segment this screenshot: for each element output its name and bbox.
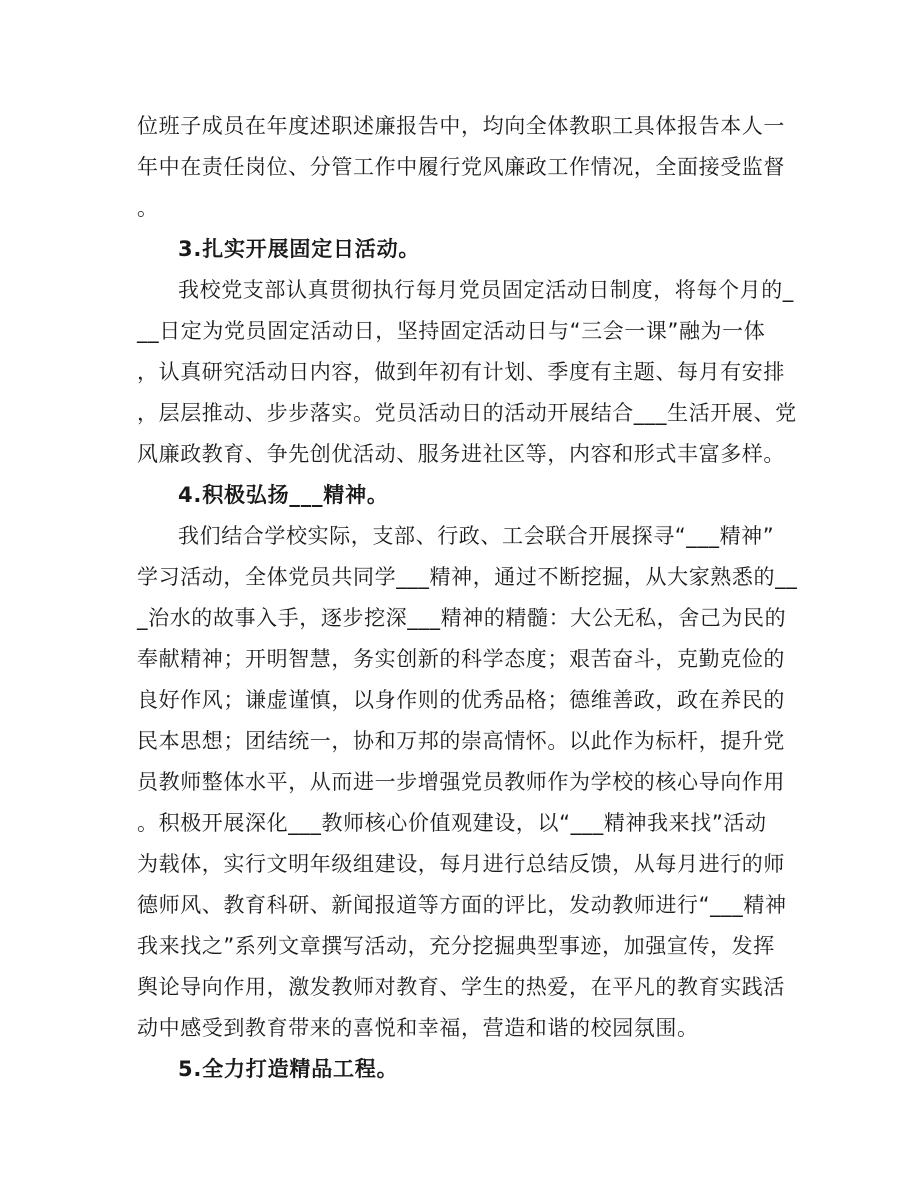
paragraph-first-line: 我校党支部认真贯彻执行每月党员固定活动日制度，将每个月的_ [178, 278, 794, 302]
section-heading-5: 5.全力打造精品工程。 [178, 1057, 399, 1081]
body-text-line: 员教师整体水平，从而进一步增强党员教师作为学校的核心导向作用 [137, 770, 785, 794]
body-text-line: 。积极开展深化___教师核心价值观建设，以“___精神我来找”活动 [137, 811, 767, 835]
body-text-line: 舆论导向作用，激发教师对教育、学生的热爱，在平凡的教育实践活 [137, 975, 785, 999]
body-text-line: 良好作风；谦虚谨慎，以身作则的优秀品格；德维善政，政在养民的 [137, 688, 785, 712]
body-text-line: 我来找之”系列文章撰写活动，充分挖掘典型事迹，加强宣传，发挥 [137, 934, 775, 958]
body-text-line: ，认真研究活动日内容，做到年初有计划、季度有主题、每月有安排 [137, 360, 785, 384]
body-text-line: ，层层推动、步步落实。党员活动日的活动开展结合___生活开展、党 [137, 401, 797, 425]
body-text-line: 动中感受到教育带来的喜悦和幸福，营造和谐的校园氛围。 [137, 1016, 699, 1040]
body-text-line: 德师风、教育科研、新闻报道等方面的评比，发动教师进行“___精神 [137, 893, 787, 917]
body-text-line: _治水的故事入手，逐步挖深___精神的精髓：大公无私，舍己为民的 [137, 606, 787, 630]
body-text-line: 。 [137, 196, 159, 220]
body-text-line: 风廉政教育、争先创优活动、服务进社区等，内容和形式丰富多样。 [137, 442, 785, 466]
body-text-line: 奉献精神；开明智慧，务实创新的科学态度；艰苦奋斗，克勤克俭的 [137, 647, 785, 671]
body-text-line: 学习活动，全体党员共同学___精神，通过不断挖掘，从大家熟悉的__ [137, 565, 798, 589]
body-text-line: 位班子成员在年度述职述廉报告中，均向全体教职工具体报告本人一 [137, 114, 785, 138]
body-text-line: 年中在责任岗位、分管工作中履行党风廉政工作情况，全面接受监督 [137, 155, 785, 179]
section-heading-4: 4.积极弘扬___精神。 [178, 483, 389, 507]
body-text-line: 民本思想；团结统一，协和万邦的崇高情怀。以此作为标杆，提升党 [137, 729, 785, 753]
paragraph-first-line: 我们结合学校实际，支部、行政、工会联合开展探寻“___精神” [178, 524, 775, 548]
body-text-line: __日定为党员固定活动日，坚持固定活动日与“三会一课”融为一体 [137, 319, 766, 343]
body-text-line: 为载体，实行文明年级组建设，每月进行总结反馈，从每月进行的师 [137, 852, 785, 876]
section-heading-3: 3.扎实开展固定日活动。 [178, 237, 421, 261]
